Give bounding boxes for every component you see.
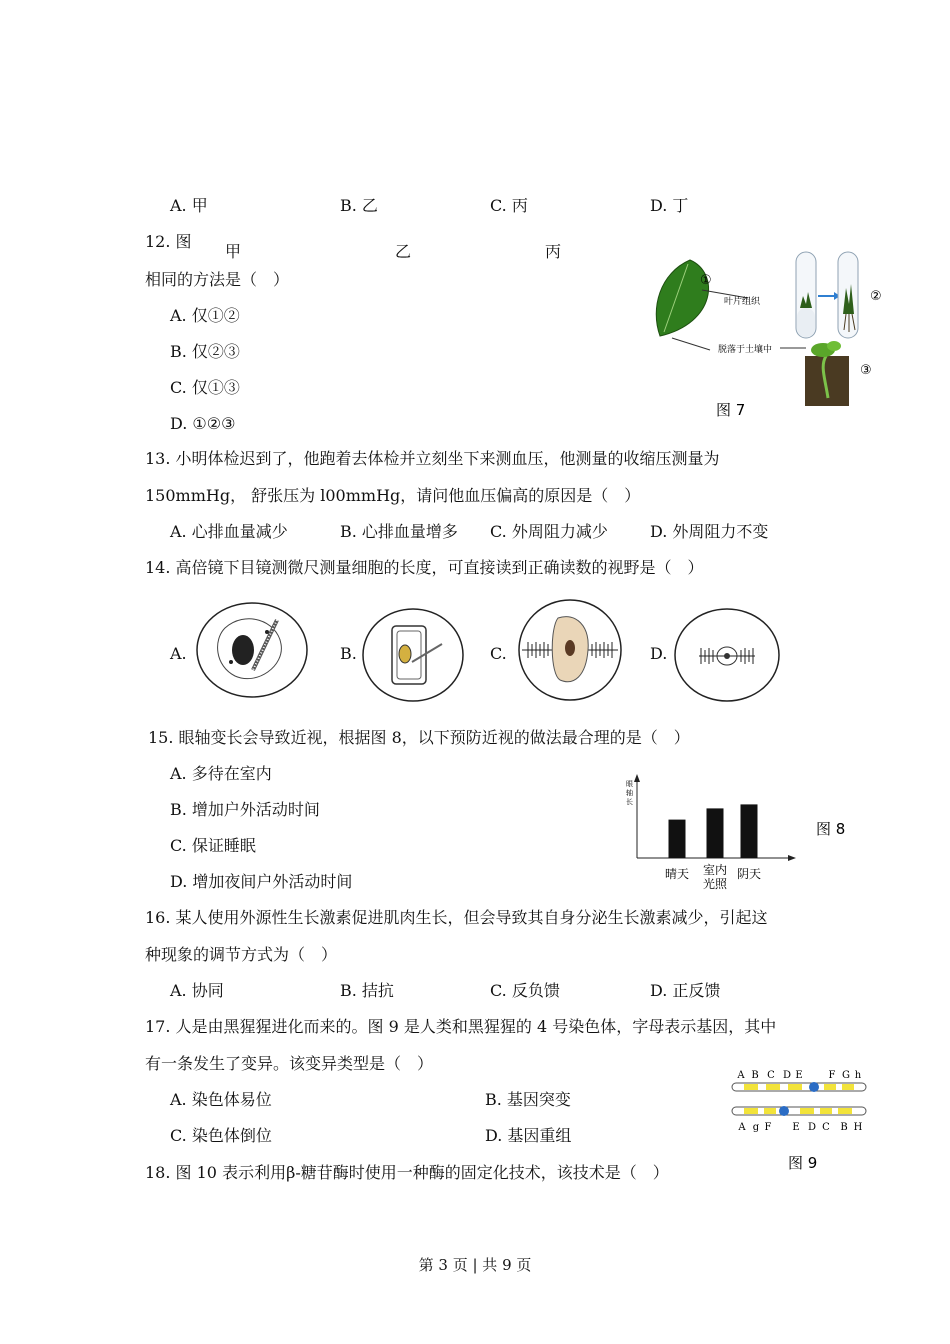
q18-line: 18. 图 10 表示利用β-糖苷酶时使用一种酶的固定化技术，该技术是（ ） — [145, 1163, 669, 1182]
figure-7 — [650, 248, 890, 428]
q13-option-c: C. 外周阻力减少 — [490, 522, 608, 541]
marker-3: ③ — [860, 363, 872, 378]
figure-7-caption: 图 7 — [716, 401, 746, 419]
q16-line1: 16. 某人使用外源性生长激素促进肌肉生长，但会导致其自身分泌生长激素减少，引起这 — [145, 908, 768, 927]
leaf-image — [656, 260, 708, 336]
microscope-field-b — [362, 606, 466, 704]
top-gene-label: G — [842, 1070, 850, 1081]
bottom-gene-label: D — [807, 1122, 817, 1133]
bottom-gene-label: H — [853, 1122, 863, 1133]
q16-option-d: D. 正反馈 — [650, 981, 721, 1000]
q15-option-a: A. 多待在室内 — [170, 764, 272, 783]
q16-line2: 种现象的调节方式为（ ） — [145, 945, 338, 964]
q12-option-b: B. 仅②③ — [170, 342, 240, 361]
top-gene-label: h — [854, 1070, 862, 1081]
q17-line2: 有一条发生了变异。该变异类型是（ ） — [145, 1054, 434, 1073]
q15-line: 15. 眼轴变长会导致近视，根据图 8，以下预防近视的做法最合理的是（ ） — [148, 728, 690, 747]
bottom-gene-label: B — [840, 1122, 848, 1133]
q14-option-d: D. — [650, 644, 668, 663]
top-gene-label: D — [782, 1070, 792, 1081]
q13-option-a: A. 心排血量减少 — [170, 522, 288, 541]
q11-option-d: D. 丁 — [650, 196, 689, 215]
q12-option-a: A. 仅①② — [170, 306, 240, 325]
q17-option-d: D. 基因重组 — [485, 1126, 572, 1145]
q16-option-a: A. 协同 — [170, 981, 224, 1000]
q17-line1: 17. 人是由黑猩猩进化而来的。图 9 是人类和黑猩猩的 4 号染色体，字母表示基因，其中 — [145, 1017, 777, 1036]
chromosome-bottom — [732, 1106, 866, 1116]
microscope-field-c — [518, 598, 624, 702]
microscope-field-a — [195, 600, 313, 700]
bar-2 — [741, 804, 758, 858]
q15-option-c: C. 保证睡眠 — [170, 836, 256, 855]
x-tick-label-1: 室内光照 — [702, 863, 728, 891]
q13-option-d: D. 外周阻力不变 — [650, 522, 769, 541]
label-soil: 脱落于土壤中 — [718, 345, 773, 355]
label-leaf-tissue: 叶片组织 — [724, 297, 761, 307]
top-gene-label: A — [737, 1070, 745, 1081]
y-axis-arrow — [634, 774, 640, 782]
q15-option-b: B. 增加户外活动时间 — [170, 800, 320, 819]
q11-option-c: C. 丙 — [490, 196, 528, 215]
q12-option-d: D. ①②③ — [170, 414, 236, 433]
q12-option-c: C. 仅①③ — [170, 378, 240, 397]
q11-option-a: A. 甲 — [170, 196, 208, 215]
q12-line2: 相同的方法是（ ） — [145, 270, 290, 289]
x-tick-label-0: 晴天 — [664, 867, 690, 881]
q12-label-yi: 乙 — [395, 242, 412, 261]
figure-9-chromosomes — [728, 1066, 878, 1176]
q17-option-c: C. 染色体倒位 — [170, 1126, 272, 1145]
figure-9-caption: 图 9 — [788, 1154, 818, 1172]
figure-8-caption: 图 8 — [816, 820, 846, 838]
q16-option-b: B. 拮抗 — [340, 981, 394, 1000]
y-axis-label: 眼轴长 — [626, 780, 633, 806]
marker-2: ② — [870, 289, 882, 304]
bottom-gene-label: A — [738, 1122, 746, 1133]
bar-1 — [707, 808, 724, 858]
test-tube-2 — [838, 252, 858, 338]
top-gene-label: C — [767, 1070, 775, 1081]
q15-option-d: D. 增加夜间户外活动时间 — [170, 872, 353, 891]
q14-option-b: B. — [340, 644, 357, 663]
q14-option-c: C. — [490, 644, 507, 663]
test-tube-1 — [796, 252, 816, 338]
top-gene-label: E — [795, 1070, 803, 1081]
q14-option-a: A. — [170, 644, 187, 663]
seedling-image — [805, 341, 849, 406]
page-footer: 第 3 页 | 共 9 页 — [418, 1256, 532, 1274]
top-gene-label: F — [828, 1070, 836, 1081]
x-axis-arrow — [788, 855, 796, 861]
q16-option-c: C. 反负馈 — [490, 981, 560, 1000]
q13-line2: 150mmHg， 舒张压为 l00mmHg，请问他血压偏高的原因是（ ） — [145, 486, 641, 505]
bottom-gene-label: C — [822, 1122, 830, 1133]
bottom-gene-label: F — [764, 1122, 772, 1133]
q13-option-b: B. 心排血量增多 — [340, 522, 458, 541]
x-tick-label-2: 阴天 — [736, 867, 762, 881]
bar-0 — [669, 820, 686, 858]
top-gene-label: B — [751, 1070, 759, 1081]
bottom-gene-label: E — [792, 1122, 800, 1133]
q13-line1: 13. 小明体检迟到了，他跑着去体检并立刻坐下来测血压，他测量的收缩压测量为 — [145, 449, 720, 468]
q14-line: 14. 高倍镜下目镜测微尺测量细胞的长度，可直接读到正确读数的视野是（ ） — [145, 558, 704, 577]
q17-option-a: A. 染色体易位 — [170, 1090, 272, 1109]
q12-label-jia: 甲 — [225, 242, 242, 261]
bottom-gene-label: g — [752, 1122, 760, 1133]
marker-1: ① — [700, 273, 712, 288]
q11-option-b: B. 乙 — [340, 196, 378, 215]
chromosome-top — [732, 1082, 866, 1092]
q12-prefix: 12. 图 — [145, 232, 192, 251]
microscope-field-d — [673, 606, 781, 704]
q12-label-bing: 丙 — [545, 242, 562, 261]
figure-8-chart — [620, 770, 850, 900]
q17-option-b: B. 基因突变 — [485, 1090, 571, 1109]
